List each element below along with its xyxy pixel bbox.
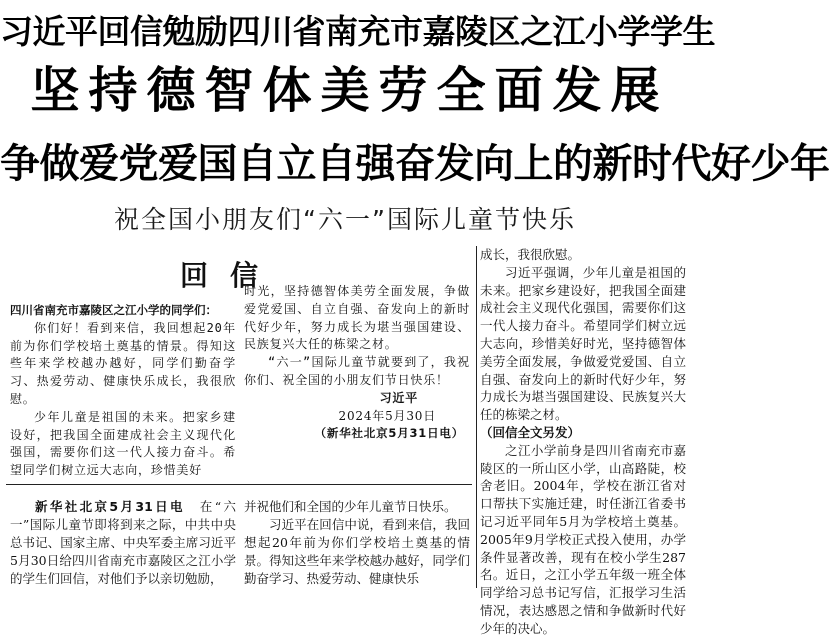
section-divider-horizontal xyxy=(6,484,472,485)
letter-date: 2024年5月30日 xyxy=(338,408,436,423)
letter-column-left xyxy=(10,302,236,480)
headline-line-1: 习近平回信勉励四川省南充市嘉陵区之江小学学生 xyxy=(0,12,715,51)
headline-line-2: 坚持德智体美劳全面发展 xyxy=(30,62,669,119)
letter-title: 回信 xyxy=(180,259,281,292)
news-column-left xyxy=(10,498,236,588)
news-text: 在“六一”国际儿童节即将到来之际，中共中央总书记、国家主席、中央军委主席习近平5月30日给四川省南充市嘉陵区之江小学的学生们回信，对他们予以亲切勉励， xyxy=(10,499,237,586)
news-paragraph: 成长，我很欣慰。 xyxy=(480,247,581,262)
news-column-right xyxy=(480,246,686,638)
letter-paragraph: “六一”国际儿童节就要到了，我祝你们、祝全国的小朋友们节日快乐！ xyxy=(244,355,470,387)
news-paragraph: 并祝他们和全国的少年儿童节日快乐。 xyxy=(244,499,457,514)
letter-column-right xyxy=(244,283,470,443)
news-lead: 新华社北京5月31日电 xyxy=(35,499,185,514)
headline-line-3: 争做爱党爱国自立自强奋发向上的新时代好少年 xyxy=(0,141,830,187)
letter-paragraph: 时光，坚持德智体美劳全面发展，争做爱党爱国、自立自强、奋发向上的新时代好少年，努力成长为堪当强国建设、民族复兴大任的栋梁之材。 xyxy=(244,284,470,352)
section-divider-vertical xyxy=(476,246,477,588)
subheadline: 祝全国小朋友们“六一”国际儿童节快乐 xyxy=(114,205,576,234)
letter-paragraph: 少年儿童是祖国的未来。把家乡建设好，把我国全面建成社会主义现代化强国，需要你们这一代人接力奋斗。希望同学们树立远大志向，珍惜美好 xyxy=(10,409,236,478)
letter-paragraph: 你们好！看到来信，我回想起20年前为你们学校培土奠基的情景。得知这些年来学校越办越好，同学们勤奋学习、热爱劳动、健康快乐成长，我很欣慰。 xyxy=(10,320,236,406)
full-text-note: （回信全文另发） xyxy=(480,424,581,440)
news-paragraph: 之江小学前身是四川省南充市嘉陵区的一所山区小学，山高路陡，校舍老旧。2004年，学校在浙江省对口帮扶下实施迁建，时任浙江省委书记习近平同年5月为学校培土奠基。2005年9月学校正式投入使用，办学条件显著改善，现有在校小学生287名。近日，之江小学五年级一班全体同学给习总书记写信，汇报学习生活情况，表达感恩之情和争做新时代好少年的决心。 xyxy=(480,442,686,636)
news-column-middle xyxy=(244,498,470,588)
letter-signature: 习近平 xyxy=(379,390,418,405)
news-paragraph: 习近平强调，少年儿童是祖国的未来。把家乡建设好，把我国全面建成社会主义现代化强国，需要你们这一代人接力奋斗。希望同学们树立远大志向，珍惜美好时光，坚持德智体美劳全面发展，争做爱党爱国、自立自强、奋发向上的新时代好少年，努力成长为堪当强国建设、民族复兴大任的栋梁之材。 xyxy=(480,264,686,423)
letter-salutation: 四川省南充市嘉陵区之江小学的同学们： xyxy=(10,303,217,317)
news-paragraph: 习近平在回信中说，看到来信，我回想起20年前为你们学校培土奠基的情景。得知这些年来学校越办越好，同学们勤奋学习、热爱劳动、健康快乐 xyxy=(244,516,470,586)
letter-dateline: （新华社北京5月31日电） xyxy=(314,426,464,441)
